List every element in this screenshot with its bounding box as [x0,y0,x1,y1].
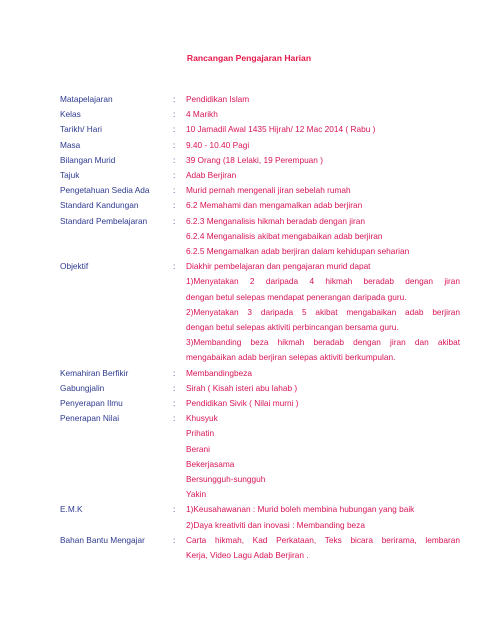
value-line: 3)Membanding beza hikmah beradab dengan jiran dan akibat [186,337,460,348]
field-value [186,533,460,563]
field-value [186,366,460,381]
field-value [186,381,460,396]
row-bahan-bantu-mengajar [60,533,460,563]
field-label: Penerapan Nilai [60,413,120,424]
value-line: Bersungguh-sungguh [186,474,266,485]
field-label: Tajuk [60,170,80,181]
field-label: Pengetahuan Sedia Ada [60,185,150,196]
row-emk [60,502,460,532]
colon-separator: : [173,94,176,104]
row-matapelajaran [60,92,460,107]
value-line: 39 Orang (18 Lelaki, 19 Perempuan ) [186,154,323,165]
field-value [186,183,460,198]
value-line: dengan betul selepas aktiviti perbincangan bersama guru. [186,322,399,333]
row-kelas [60,107,460,122]
value-line: Kerja, Video Lagu Adab Berjiran . [186,550,309,561]
row-kemahiran-berfikir [60,366,460,381]
row-objektif [60,259,460,365]
field-value [186,153,460,168]
field-value [186,122,460,137]
field-value [186,396,460,411]
row-gabungjalin [60,381,460,396]
row-penyerapan-ilmu [60,396,460,411]
value-line: 10 Jamadil Awal 1435 Hijrah/ 12 Mac 2014 ( Rabu ) [186,124,376,135]
row-tarikh [60,122,460,137]
field-label: Standard Pembelajaran [60,215,148,226]
field-label: Standard Kandungan [60,200,139,211]
value-line: Diakhir pembelajaran dan pengajaran murid dapat [186,261,371,272]
lesson-plan-fields [60,92,460,563]
value-line: 6.2.4 Menganalisis akibat mengabaikan adab berjiran [186,230,383,241]
value-line: Membandingbeza [186,367,252,378]
value-line: 2)Menyatakan 3 daripada 5 akibat mengabaikan adab berjiran [186,306,460,317]
colon-separator: : [173,382,176,393]
value-line: 9.40 - 10.40 Pagi [186,139,250,150]
field-label: Bahan Bantu Mengajar [60,534,145,545]
value-line: 1)Keusahawanan : Murid boleh membina hubungan yang baik [186,504,415,515]
value-line: 6.2 Memahami dan mengamalkan adab berjiran [186,200,363,211]
field-label: Masa [60,139,81,150]
row-standard-kandungan [60,198,460,213]
value-line: Yakin [186,489,207,500]
field-label: Kelas [60,109,81,120]
colon-separator: : [173,109,176,120]
colon-separator: : [173,185,176,196]
colon-separator: : [173,261,176,272]
value-line: Pendidikan Islam [186,94,250,104]
row-bilangan-murid [60,153,460,168]
colon-separator: : [173,504,176,515]
colon-separator: : [173,170,176,181]
field-value [186,138,460,153]
row-penerapan-nilai [60,411,460,502]
colon-separator: : [173,367,176,378]
value-line: 6.2.5 Mengamalkan adab berjiran dalam kehidupan seharian [186,246,410,257]
value-line: 1)Menyatakan 2 daripada 4 hikmah beradab dengan jiran [186,276,460,287]
value-line: Berani [186,443,210,454]
colon-separator: : [173,154,176,165]
row-pengetahuan-sedia-ada [60,183,460,198]
document-title: Rancangan Pengajaran Harian [186,53,312,63]
field-value [186,92,460,107]
value-line: Sirah ( Kisah isteri abu lahab ) [186,382,298,393]
field-label: Kemahiran Berfikir [60,367,129,378]
value-line: Adab Berjiran [186,170,237,181]
value-line: dengan betul selepas mendapat penerangan daripada guru. [186,291,407,302]
value-line: Murid pernah mengenali jiran sebelah rumah [186,185,351,196]
value-line: Pendidikan Sivik ( Nilai murni ) [186,398,299,409]
field-value [186,411,460,502]
field-value [186,107,460,122]
field-value [186,502,460,532]
colon-separator: : [173,200,176,211]
value-line: 6.2.3 Menganalisis hikmah beradab dengan jiran [186,215,365,226]
field-value [186,198,460,213]
field-value [186,168,460,183]
field-label: Penyerapan Ilmu [60,398,123,409]
row-standard-pembelajaran [60,214,460,260]
field-value [186,214,460,260]
value-line: mengabaikan adab berjiran selepas aktiviti berkumpulan. [186,352,396,363]
field-label: E.M.K [60,504,83,515]
value-line: Carta hikmah, Kad Perkataan, Teks bicara berirama, lembaran [186,534,460,545]
value-line: Khusyuk [186,413,218,424]
value-line: 4 Marikh [186,109,218,120]
field-label: Objektif [60,261,89,272]
colon-separator: : [173,534,176,545]
colon-separator: : [173,215,176,226]
colon-separator: : [173,139,176,150]
value-line: 2)Daya kreativiti dan inovasi : Membanding beza [186,519,365,530]
row-masa [60,138,460,153]
colon-separator: : [173,124,176,135]
value-line: Bekerjasama [186,458,235,469]
field-label: Matapelajaran [60,94,113,104]
value-line: Prihatin [186,428,215,439]
row-tajuk [60,168,460,183]
colon-separator: : [173,398,176,409]
field-label: Tarikh/ Hari [60,124,102,135]
field-label: Gabungjalin [60,382,105,393]
field-value [186,259,460,365]
colon-separator: : [173,413,176,424]
field-label: Bilangan Murid [60,154,116,165]
